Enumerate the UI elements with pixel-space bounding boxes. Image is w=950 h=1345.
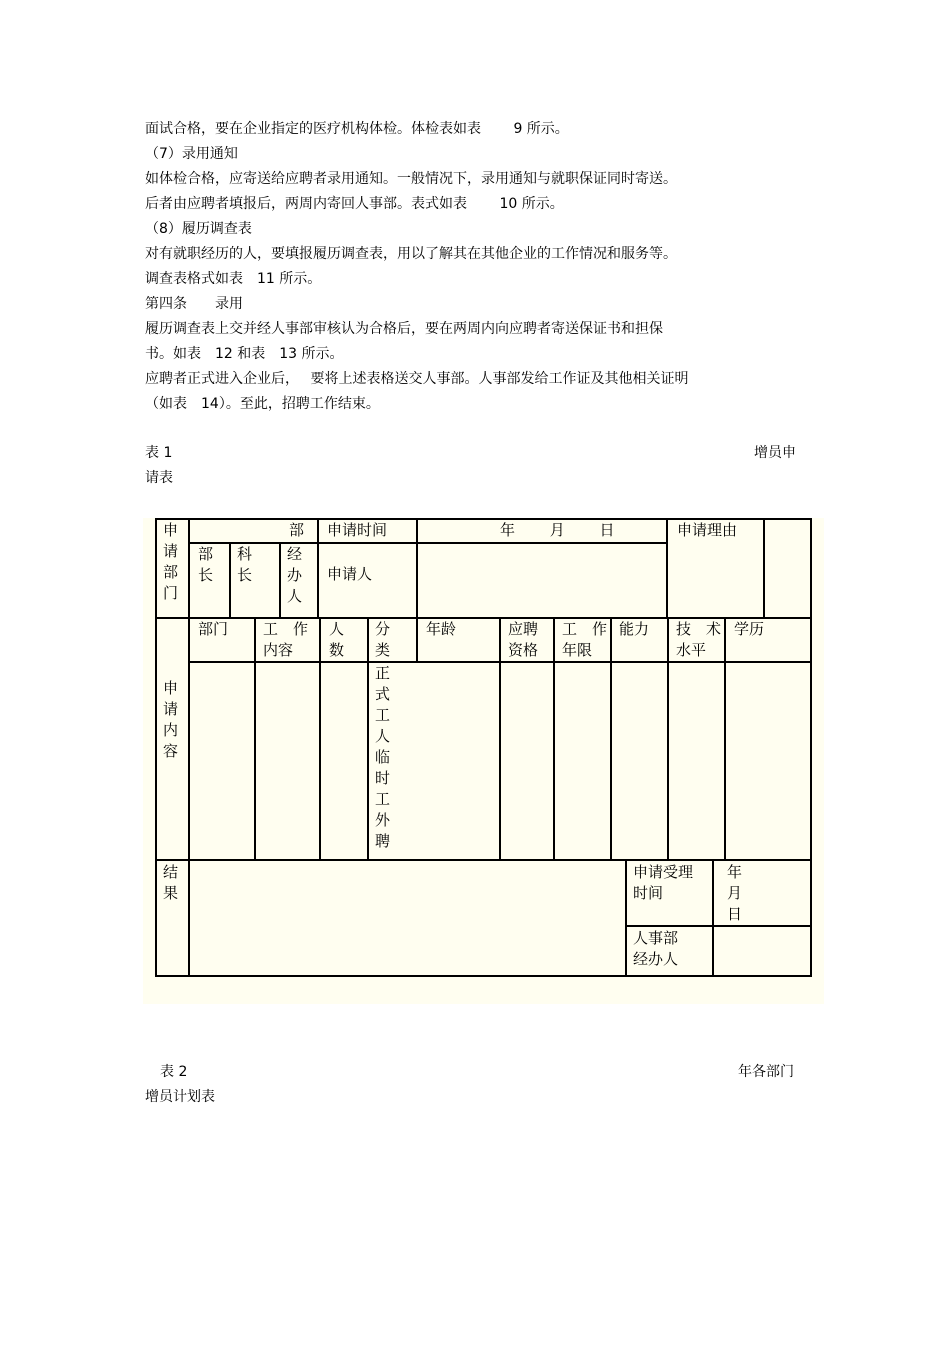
table-border: [317, 542, 319, 617]
content-label: 申 请 内 容: [163, 679, 179, 760]
table1-caption-title: 增员申: [754, 445, 796, 461]
table-border: [553, 617, 555, 859]
table-border: [667, 617, 669, 859]
reason-label: 申请理由: [677, 521, 738, 539]
apply-time-label: 申请时间: [327, 521, 388, 539]
handler-label: 经 办 人: [287, 545, 303, 605]
dept-suffix: 部: [289, 521, 305, 539]
table1-caption-wrap: 请表: [145, 470, 173, 486]
table-border: [188, 542, 667, 544]
header-education: 学历: [734, 620, 765, 638]
classification-options: 正 式 工 人 临 时 工 外 聘: [375, 664, 391, 850]
header-age: 年龄: [426, 620, 457, 638]
table-border: [625, 859, 627, 977]
result-label: 结 果: [163, 863, 179, 902]
paragraph-line: 如体检合格，应寄送给应聘者录用通知。一般情况下，录用通知与就职保证同时寄送。: [145, 171, 677, 187]
header-qualification: 应聘 资格: [508, 620, 539, 659]
table-border: [724, 617, 726, 859]
staff-increase-application-table: [143, 518, 824, 1004]
minister-label: 部 长: [198, 545, 214, 584]
section-chief-label: 科 长: [237, 545, 253, 584]
table-border: [254, 617, 256, 859]
paragraph-line: 面试合格，要在企业指定的医疗机构体检。体检表如表 9 所示。: [145, 121, 569, 137]
accept-time-label: 申请受理 时间: [633, 863, 694, 902]
paragraph-line: 后者由应聘者填报后，两周内寄回人事部。表式如表 10 所示。: [145, 196, 564, 212]
paragraph-line: 第四条 录用: [145, 296, 243, 312]
table-border: [666, 518, 668, 617]
table-border: [416, 518, 418, 661]
header-skill-level: 技 术 水平: [676, 620, 722, 659]
paragraph-line: 书。如表 12 和表 13 所示。: [145, 346, 344, 362]
table-border: [810, 518, 812, 977]
table-border: [625, 925, 811, 927]
table2-caption-wrap: 增员计划表: [145, 1089, 215, 1105]
header-work-years: 工 作 年限: [562, 620, 608, 659]
table-border: [712, 859, 714, 977]
table-border: [763, 518, 765, 617]
applicant-label: 申请人: [327, 565, 373, 583]
header-count: 人 数: [329, 620, 345, 659]
table-border: [155, 518, 157, 977]
table-border: [229, 542, 231, 617]
table-border: [367, 617, 369, 859]
apply-date: 年 月 日: [500, 521, 615, 539]
table-border: [610, 617, 612, 859]
paragraph-line: 应聘者正式进入企业后， 要将上述表格送交人事部。人事部发给工作证及其他相关证明: [145, 371, 689, 387]
table-border: [188, 518, 190, 977]
table2-caption-title: 年各部门: [738, 1064, 794, 1080]
table-border: [279, 542, 281, 617]
table-border: [319, 617, 321, 859]
header-ability: 能力: [619, 620, 650, 638]
hr-handler-label: 人事部 经办人: [633, 929, 679, 968]
table-border: [317, 518, 319, 542]
table1-caption-number: 表 1: [145, 445, 173, 461]
paragraph-line: （8）履历调查表: [145, 221, 252, 237]
paragraph-line: （如表 14）。至此，招聘工作结束。: [145, 396, 380, 412]
paragraph-line: 履历调查表上交并经人事部审核认为合格后，要在两周内向应聘者寄送保证书和担保: [145, 321, 663, 337]
paragraph-line: 对有就职经历的人，要填报履历调查表，用以了解其在其他企业的工作情况和服务等。: [145, 246, 677, 262]
accept-date: 年 月 日: [727, 863, 743, 923]
table2-caption-number: 表 2: [160, 1064, 188, 1080]
header-work-content: 工 作 内容: [263, 620, 309, 659]
dept-label: 申 请 部 门: [163, 521, 179, 602]
table-border: [499, 617, 501, 859]
paragraph-line: （7）录用通知: [145, 146, 238, 162]
paragraph-line: 调查表格式如表 11 所示。: [145, 271, 322, 287]
header-category: 分 类: [375, 620, 391, 659]
header-dept: 部门: [198, 620, 229, 638]
